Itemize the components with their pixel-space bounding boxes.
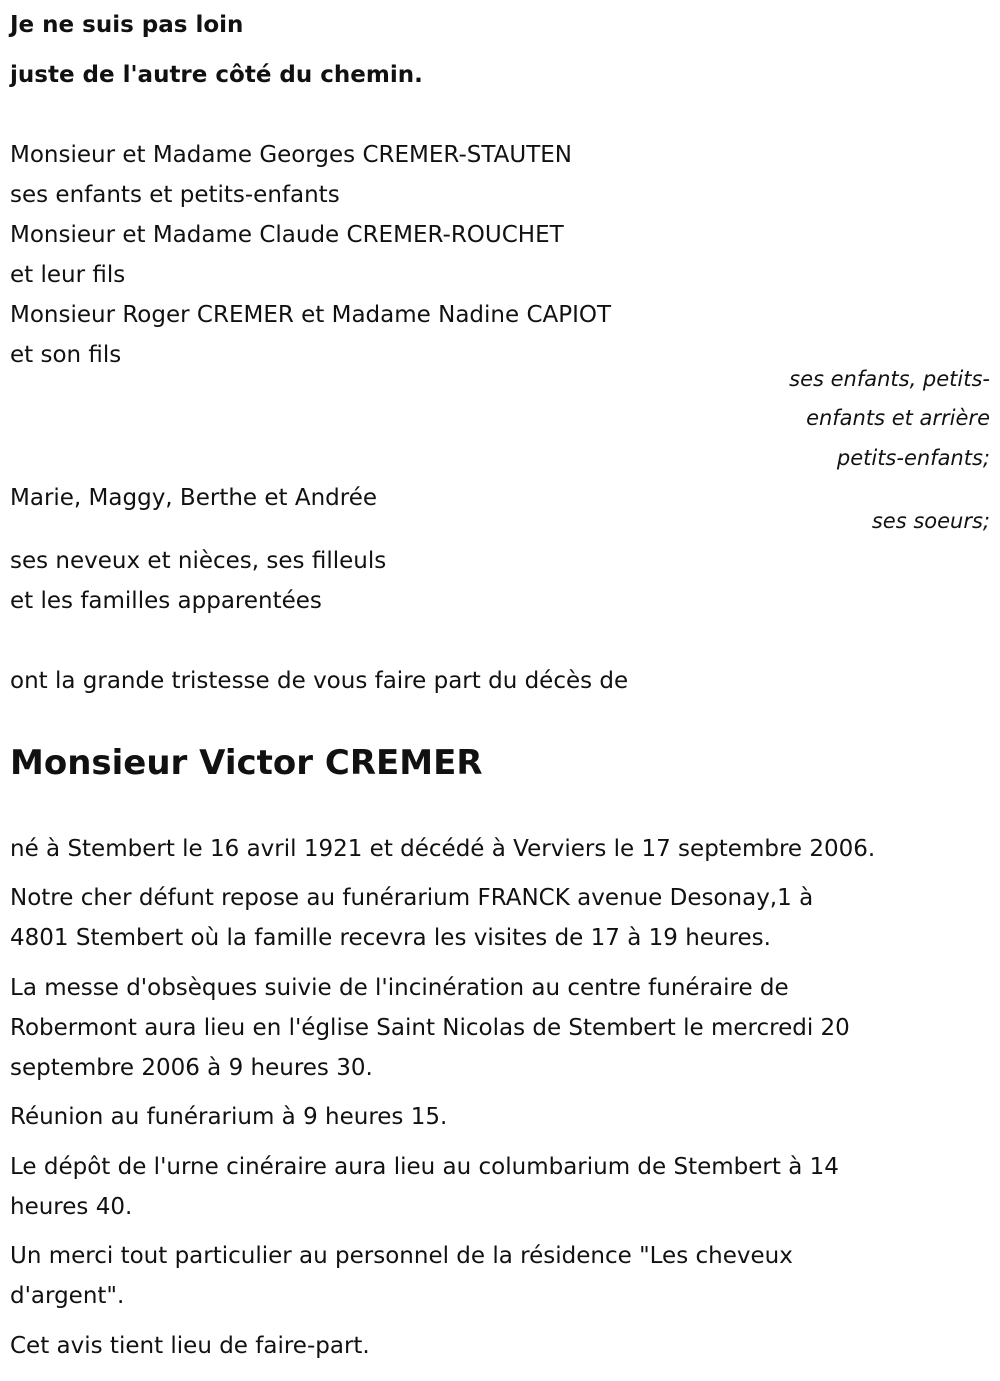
family-line: ses enfants et petits-enfants bbox=[10, 182, 340, 208]
announcement: ont la grande tristesse de vous faire part du décès de bbox=[10, 668, 629, 694]
family-line: Monsieur et Madame Georges CREMER-STAUTEN bbox=[10, 142, 572, 168]
family-line: et son fils bbox=[10, 342, 122, 368]
detail-line: Réunion au funérarium à 9 heures 15. bbox=[10, 1104, 448, 1130]
sisters-note: ses soeurs; bbox=[871, 509, 990, 533]
family-line: et leur fils bbox=[10, 262, 126, 288]
family-line: Monsieur Roger CREMER et Madame Nadine CAPIOT bbox=[10, 302, 612, 328]
detail-line: Le dépôt de l'urne cinéraire aura lieu au columbarium de Stembert à 14 bbox=[10, 1154, 839, 1180]
detail-line: Robermont aura lieu en l'église Saint Nicolas de Stembert le mercredi 20 bbox=[10, 1015, 850, 1041]
deceased-name: Monsieur Victor CREMER bbox=[10, 743, 483, 783]
others-line: et les familles apparentées bbox=[10, 588, 322, 614]
others-line: ses neveux et nièces, ses filleuls bbox=[10, 548, 387, 574]
detail-line: né à Stembert le 16 avril 1921 et décédé à Verviers le 17 septembre 2006. bbox=[10, 836, 876, 862]
detail-line: d'argent". bbox=[10, 1283, 125, 1309]
detail-line: heures 40. bbox=[10, 1194, 133, 1220]
detail-line: La messe d'obsèques suivie de l'incinération au centre funéraire de bbox=[10, 975, 789, 1001]
children-note: petits-enfants; bbox=[836, 446, 990, 470]
family-line: Monsieur et Madame Claude CREMER-ROUCHET bbox=[10, 222, 564, 248]
children-note: enfants et arrière bbox=[806, 406, 990, 430]
detail-line: 4801 Stembert où la famille recevra les visites de 17 à 19 heures. bbox=[10, 925, 771, 951]
children-note: ses enfants, petits- bbox=[789, 367, 990, 391]
detail-line: Notre cher défunt repose au funérarium FRANCK avenue Desonay,1 à bbox=[10, 885, 814, 911]
epigraph-line: Je ne suis pas loin bbox=[10, 12, 244, 38]
sisters-names: Marie, Maggy, Berthe et Andrée bbox=[10, 485, 378, 511]
detail-line: Un merci tout particulier au personnel de la résidence "Les cheveux bbox=[10, 1243, 793, 1269]
epigraph-line: juste de l'autre côté du chemin. bbox=[10, 62, 423, 88]
detail-line: septembre 2006 à 9 heures 30. bbox=[10, 1055, 373, 1081]
detail-line: Cet avis tient lieu de faire-part. bbox=[10, 1333, 370, 1359]
